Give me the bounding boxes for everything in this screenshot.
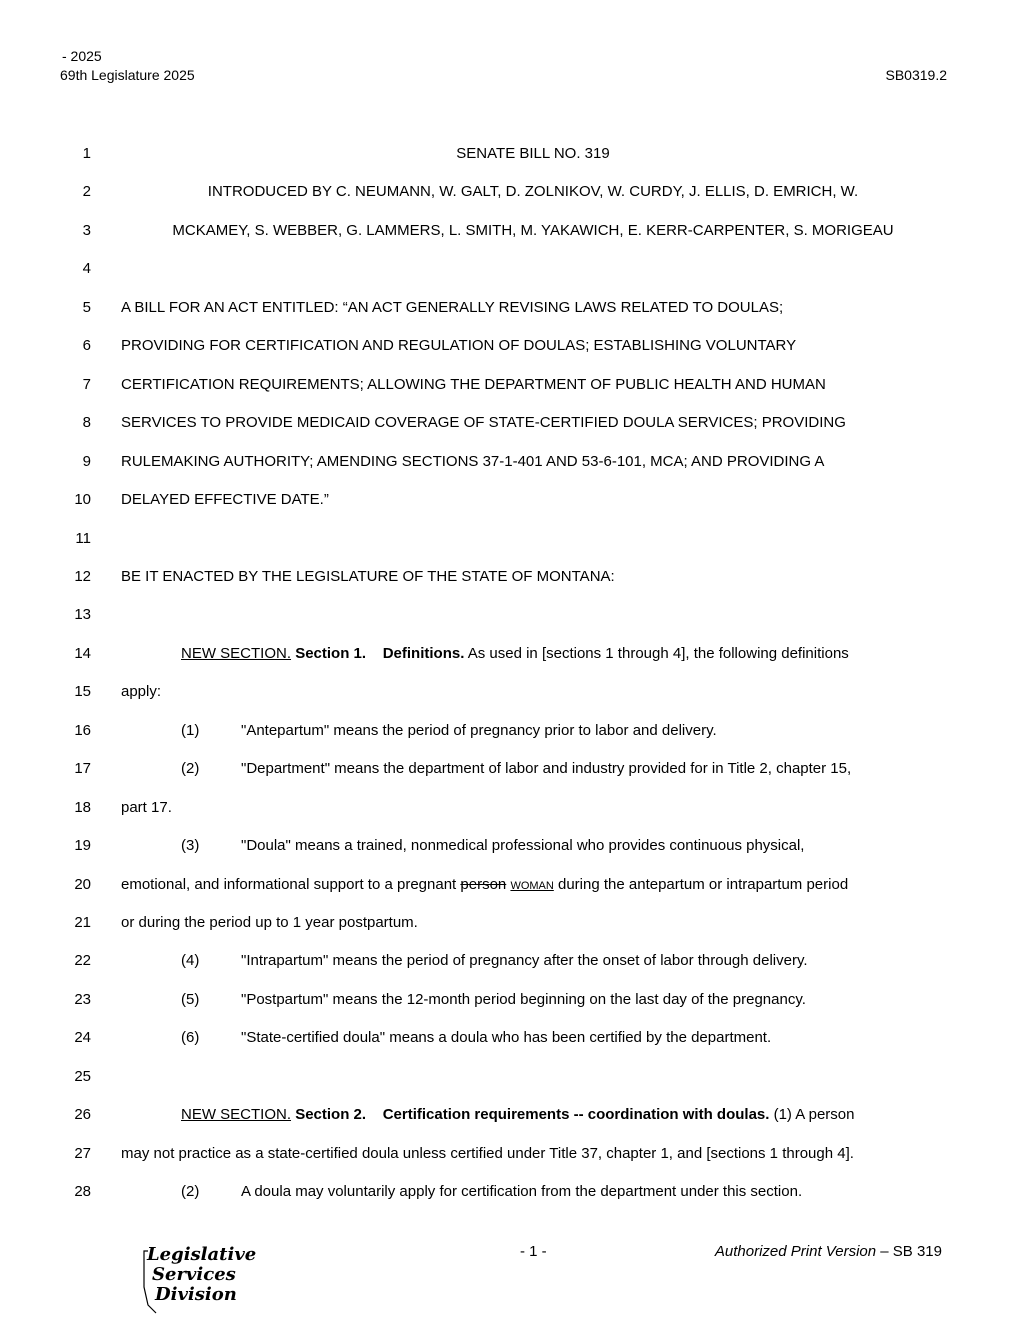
line-text: A doula may voluntarily apply for certification from the department under this section.: [241, 1183, 803, 1201]
bill-line: [0, 1180, 1024, 1204]
bill-line: [0, 757, 1024, 781]
new-section-label: NEW SECTION.: [181, 1106, 292, 1124]
line-number: 12: [74, 567, 91, 585]
bill-line: [0, 257, 1024, 281]
bill-line: [0, 834, 1024, 858]
footer-page-number: - 1 -: [520, 1243, 547, 1260]
line-number: 8: [82, 414, 91, 432]
line-text: RULEMAKING AUTHORITY; AMENDING SECTIONS 37-1-401 AND 53-6-101, MCA; AND PROVIDING A: [121, 452, 825, 470]
bill-line: [0, 373, 1024, 397]
title-text: SENATE BILL NO. 319: [456, 145, 610, 162]
title-text: MCKAMEY, S. WEBBER, G. LAMMERS, L. SMITH, M. YAKAWICH, E. KERR-CARPENTER, S. MORIGEAU: [172, 221, 894, 239]
line-number: 24: [74, 1029, 91, 1047]
struck-text: person: [460, 875, 507, 893]
header-bill-id: SB0319.2: [885, 67, 947, 83]
footer-print-version: [715, 1243, 942, 1260]
line-number: 18: [74, 798, 91, 816]
line-number: 6: [82, 337, 91, 355]
line-number: 13: [74, 606, 91, 624]
footer-logo: [138, 1244, 257, 1315]
bill-line: [0, 142, 1024, 166]
section-number: Section 2.: [295, 1106, 367, 1124]
line-text: part 17.: [121, 798, 172, 816]
bill-line: [0, 1103, 1024, 1127]
bill-line: [0, 450, 1024, 474]
line-number: 14: [74, 644, 91, 662]
line-text: or during the period up to 1 year postpartum.: [121, 914, 418, 931]
bill-line: [0, 411, 1024, 435]
section-title: Certification requirements -- coordination with doulas.: [382, 1106, 770, 1124]
line-number: 20: [74, 875, 91, 893]
line-number: 23: [74, 990, 91, 1008]
inserted-text: WOMAN: [510, 879, 554, 892]
bill-line: [0, 488, 1024, 512]
line-text: SERVICES TO PROVIDE MEDICAID COVERAGE OF STATE-CERTIFIED DOULA SERVICES; PROVIDING: [121, 414, 846, 432]
line-number: 25: [74, 1067, 91, 1085]
line-number: 11: [75, 529, 91, 547]
line-number: 3: [82, 221, 91, 239]
bill-line: [0, 527, 1024, 551]
line-number: 22: [74, 952, 91, 970]
bill-line: [0, 219, 1024, 243]
footer-version-sep: –: [876, 1243, 893, 1260]
footer-bill-number: SB 319: [892, 1243, 942, 1260]
new-section-label: NEW SECTION.: [181, 644, 292, 662]
bill-line: [0, 873, 1024, 897]
header-legislature: 69th Legislature 2025: [60, 67, 195, 83]
line-text: during the antepartum or intrapartum period: [553, 875, 849, 893]
bill-line: [0, 1142, 1024, 1166]
line-text: "Department" means the department of labor and industry provided for in Title 2, chapter 15,: [241, 760, 852, 778]
line-text: "Postpartum" means the 12-month period beginning on the last day of the pregnancy.: [241, 990, 806, 1008]
header-session: - 2025: [62, 48, 102, 64]
line-text: CERTIFICATION REQUIREMENTS; ALLOWING THE DEPARTMENT OF PUBLIC HEALTH AND HUMAN: [121, 375, 826, 393]
bill-line: [0, 949, 1024, 973]
section-text: (1) A person: [769, 1106, 855, 1124]
title-text: INTRODUCED BY C. NEUMANN, W. GALT, D. ZOLNIKOV, W. CURDY, J. ELLIS, D. EMRICH, W.: [207, 183, 859, 201]
line-number: 15: [74, 683, 91, 701]
section-text: As used in [sections 1 through 4], the following definitions: [464, 644, 849, 662]
line-number: 28: [74, 1183, 91, 1201]
line-text: PROVIDING FOR CERTIFICATION AND REGULATION OF DOULAS; ESTABLISHING VOLUNTARY: [121, 337, 797, 355]
line-number: 1: [82, 145, 91, 162]
line-number: 16: [74, 721, 91, 739]
line-text: "Antepartum" means the period of pregnancy prior to labor and delivery.: [241, 721, 717, 739]
bill-line: [0, 680, 1024, 704]
line-number: 4: [82, 260, 91, 278]
bill-line: [0, 642, 1024, 666]
line-text: emotional, and informational support to a pregnant: [121, 875, 461, 893]
line-number: 2: [82, 183, 91, 201]
bill-line: [0, 1065, 1024, 1089]
section-heading: [181, 1103, 854, 1127]
section-number: Section 1.: [295, 644, 367, 662]
logo-word-3: Division: [155, 1284, 237, 1305]
subsection-number: (2): [181, 1183, 200, 1201]
bill-line: [0, 719, 1024, 743]
amended-line: [121, 873, 848, 898]
bill-line: [0, 796, 1024, 820]
logo-word-1: Legislative: [147, 1244, 257, 1265]
bill-line: [0, 911, 1024, 935]
subsection-number: (6): [181, 1029, 200, 1047]
line-text: "State-certified doula" means a doula who has been certified by the department.: [241, 1029, 772, 1047]
line-number: 21: [74, 914, 91, 931]
subsection-number: (1): [181, 721, 200, 739]
line-number: 17: [74, 760, 91, 778]
subsection-number: (4): [181, 952, 200, 970]
section-title: Definitions.: [382, 644, 465, 662]
line-number: 7: [82, 375, 91, 393]
subsection-number: (5): [181, 990, 200, 1008]
bill-line: [0, 180, 1024, 204]
line-number: 10: [74, 491, 91, 509]
bill-line: [0, 988, 1024, 1012]
line-number: 26: [74, 1106, 91, 1124]
logo-word-2: Services: [152, 1264, 236, 1285]
line-number: 27: [74, 1144, 91, 1162]
bill-line: [0, 334, 1024, 358]
line-text: may not practice as a state-certified doula unless certified under Title 37, chapter 1, and [sections 1 through 4].: [121, 1144, 854, 1162]
bill-line: [0, 565, 1024, 589]
subsection-number: (3): [181, 837, 200, 855]
line-text: BE IT ENACTED BY THE LEGISLATURE OF THE STATE OF MONTANA:: [121, 567, 615, 585]
bill-line: [0, 1026, 1024, 1050]
line-text: "Doula" means a trained, nonmedical professional who provides continuous physical,: [241, 837, 805, 855]
line-text: A BILL FOR AN ACT ENTITLED: “AN ACT GENERALLY REVISING LAWS RELATED TO DOULAS;: [121, 298, 784, 316]
line-number: 5: [82, 298, 91, 316]
footer-version-label: Authorized Print Version: [714, 1243, 877, 1260]
line-text: "Intrapartum" means the period of pregnancy after the onset of labor through delivery.: [241, 952, 808, 970]
subsection-number: (2): [181, 760, 200, 778]
line-number: 19: [74, 837, 91, 855]
bill-line: [0, 603, 1024, 627]
section-heading: [181, 642, 849, 666]
bill-line: [0, 296, 1024, 320]
line-text: apply:: [121, 683, 162, 701]
line-text: DELAYED EFFECTIVE DATE.”: [121, 491, 329, 509]
line-number: 9: [82, 452, 91, 470]
